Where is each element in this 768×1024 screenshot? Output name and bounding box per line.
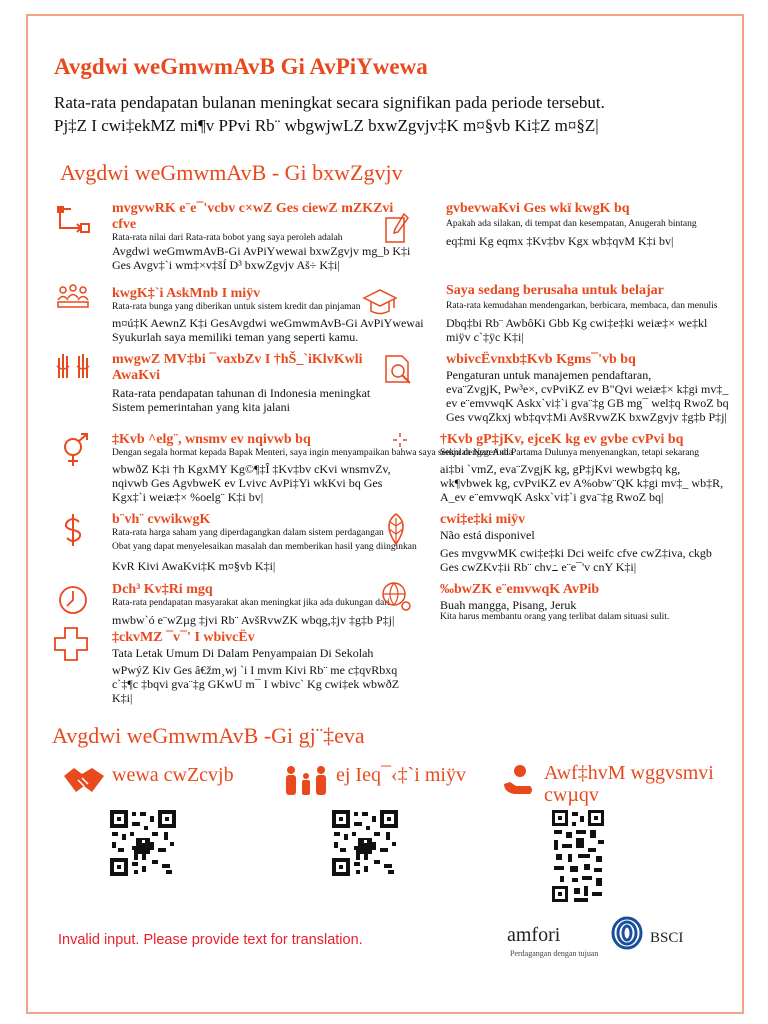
- policy-title: Dch³ Kv‡Ri mgq: [112, 582, 213, 597]
- policy-title: ‡Kvb ^elg¨, wnsmv ev nqivwb bq: [112, 432, 311, 447]
- document-search-icon: [380, 352, 416, 388]
- policy-text: Ges vwqZkxj wb‡qv‡Mi AvšRvwZK bxwZgvjv ‡g‡b P‡j|: [446, 410, 727, 424]
- policy-text: Buah mangga, Pisang, Jeruk: [440, 598, 577, 612]
- policy-title: mvgvwRK e¨e¯'vcbv c×wZ Ges ciewZ mZKZvi: [112, 201, 394, 216]
- helping-hand-icon: [500, 762, 536, 798]
- page-title: Avgdwi weGmwmAvB Gi AvPiYwewa: [54, 54, 428, 79]
- policy-text: Dbq‡bi Rb¨ AwbôKi Gbb Kg cwi‡e‡ki weiæ‡× we‡kl: [446, 316, 708, 330]
- policy-text: ev e¨emvwqK Askx`vi‡`i gva¨‡g GB mg¯ wel‡q RwoZ bq: [446, 396, 729, 410]
- policy-title: †Kvb gP‡jKv, ejceK kg ev gvbe cvPvi bq: [440, 432, 684, 447]
- policy-title: b¨vh¨ cvwikwgK: [112, 512, 211, 527]
- policy-title: kwgK‡`i AskMnb I miÿv: [112, 286, 261, 301]
- policy-text: Apakah ada silakan, di tempat dan kesempatan, Anugerah bintang: [446, 219, 697, 229]
- policy-text: Sekolah Negeri di Partama Dulunya menyenangkan, tetapi sekarang: [440, 448, 700, 458]
- policy-title: mwgwZ MV‡bi ¯vaxbZv I †hŠ_`iKlvKwli: [112, 352, 363, 367]
- policy-title: Saya sedang berusaha untuk belajar: [446, 283, 664, 298]
- policy-text: Rata-rata bunga yang diberikan untuk sistem kredit dan pinjaman: [112, 302, 361, 312]
- policy-title: wbivcËvnxb‡Kvb Kgms¯'vb bq: [446, 352, 636, 367]
- policy-text: Rata-rata nilai dari Rata-rata bobot yang saya peroleh adalah: [112, 233, 343, 243]
- qr-code[interactable]: [330, 808, 400, 878]
- qr-code[interactable]: [550, 808, 606, 906]
- puzzle-icon: [53, 626, 89, 662]
- meeting-group-icon: [55, 282, 91, 318]
- policy-text: wbwðZ K‡i †h KgxMY Kg©¶‡Î ‡Kv‡bv cKvi wnsmvZv,: [112, 462, 391, 476]
- contact-label: ej Ieq¯‹‡`i miÿv: [336, 764, 466, 786]
- policy-text: wk¶vbwek kg, cvPviKZ ev A%obw¨QK k‡gi mv‡_ wb‡R,: [440, 476, 724, 490]
- policy-text: Kita harus membantu orang yang terlibat dalam situasi sulit.: [440, 612, 670, 622]
- graduation-cap-icon: [362, 284, 398, 320]
- amfori-tagline: Perdagangan dengan tujuan: [510, 949, 599, 958]
- dollar-coin-icon: [55, 512, 91, 548]
- policy-text: Rata-rata pendapatan tahunan di Indonesia meningkat: [112, 386, 371, 400]
- policy-text: m¤ú‡K AewnZ K‡i GesAvgdwi weGmwmAvB-Gi AvPiYwewai: [112, 316, 424, 330]
- people-group-icon: [282, 764, 330, 798]
- amfori-logo: amfori: [507, 924, 561, 946]
- policy-title: ‰bwZK e¨emvwqK AvPib: [440, 582, 600, 597]
- clock-icon: [55, 582, 91, 618]
- policy-title: ‡ckvMZ ¯v¯' I wbivcËv: [112, 630, 255, 645]
- policy-text: Não está disponivel: [440, 528, 535, 542]
- policy-text: Pengaturan untuk manajemen pendaftaran,: [446, 368, 652, 382]
- policy-title: cwi‡e‡ki miÿv: [440, 512, 526, 527]
- policy-title: cfve: [112, 217, 137, 232]
- globe-network-icon: [378, 578, 414, 614]
- raised-hands-icon: [55, 348, 91, 384]
- policy-text: Syukurlah saya memiliki teman yang seperti kamu.: [112, 330, 359, 344]
- policy-text: Tata Letak Umum Di Dalam Penyampaian Di Sekolah: [112, 646, 374, 660]
- policy-text: nqivwb Ges AgvbweK ev Lvivc AvPi‡Yi wkKvi bq Ges: [112, 476, 383, 490]
- policy-title: gvbevwaKvi Ges wkï kwgK bq: [446, 201, 630, 216]
- policy-text: Sistem pemerintahan yang kita jalani: [112, 400, 290, 414]
- policy-text: Rata-rata harga saham yang diperdagangkan dalam sistem perdagangan: [112, 528, 384, 538]
- policy-text: eq‡mi Kg eqmx ‡Kv‡bv Kgx wb‡qvM K‡i bv|: [446, 234, 674, 248]
- policy-text: Rata-rata kemudahan mendengarkan, berbicara, membaca, dan menulis: [446, 301, 718, 311]
- policy-text: Ges cwZKv‡ii Rb¨ chv߸ e¨e¯'v cnY K‡i|: [440, 560, 637, 574]
- org-chart-icon: [55, 204, 91, 240]
- handshake-icon: [62, 762, 106, 798]
- policy-title: AwaKvi: [112, 368, 160, 383]
- policy-text: Dengan segala hormat kepada Bapak Menteri, saya ingin menyampaikan bahwa saya setuju dengan Anda: [112, 448, 513, 458]
- policy-text: eva¨ZvgjK, Pw³e×, cvPviKZ ev B"Qvi weiæ‡× k‡gi mv‡_: [446, 382, 729, 396]
- subtitle-line-1: Rata-rata pendapatan bulanan meningkat secara signifikan pada periode tersebut.: [54, 93, 605, 112]
- policy-text: mwbw`ó e¨wZµg ‡jvi Rb¨ AvšRvwZK wbqg,‡jv ‡g‡b P‡j|: [112, 613, 395, 627]
- bsci-logo-icon: [610, 916, 644, 950]
- policy-text: Kgx‡`i weiæ‡× %oelg¨ K‡i bv|: [112, 490, 264, 504]
- contact-label: cwµqv: [544, 784, 599, 806]
- bsci-logo: BSCI: [650, 930, 684, 946]
- policy-text: A_ev e¨emvwqK Askx`vi‡`i gva¨‡g RwoZ bq|: [440, 490, 664, 504]
- contact-label: wewa cwZcvjb: [112, 764, 234, 786]
- contact-label: Awf‡hvM wggvsmvi: [544, 762, 714, 784]
- policy-text: ai‡bi `vmZ, eva¨ZvgjK kg, gP‡jKvi wewbg‡q kg,: [440, 462, 681, 476]
- policy-text: KvR Kivi AwaKvi‡K m¤§vb K‡i|: [112, 559, 276, 573]
- policy-text: c`‡¶c ‡bqvi gva¨‡g GKwU m¯ I wbivc` Kg cwi‡ek wbwðZ: [112, 677, 400, 691]
- policy-text: Rata-rata pendapatan masyarakat akan meningkat jika ada dukungan dari: [112, 598, 391, 608]
- policies-heading: Avgdwi weGmwmAvB - Gi bxwZgvjv: [60, 160, 403, 185]
- policy-text: wPwýZ Kiv Ges â€žm¸wj `i I mvm Kivi Rb¨ me c‡qvRbxq: [112, 663, 398, 677]
- policy-text: Ges Avgv‡`i wm‡×v‡šÍ D³ bxwZgvjv Aš÷ K‡i|: [112, 258, 340, 272]
- policy-text: miÿv c`‡ÿc K‡i|: [446, 330, 524, 344]
- sparkle-icon: [392, 432, 408, 448]
- subtitle-line-2: Pj‡Z I cwi‡ekMZ mi¶v PPvi Rb¨ wbgwjwLZ bxwZgvjv‡K m¤§vb Ki‡Z m¤§Z|: [54, 116, 599, 135]
- gender-icon: [57, 432, 93, 468]
- policy-text: Ges mvgvwMK cwi‡e‡ki Dci weifc cfve cwZ‡iva, ckgb: [440, 546, 712, 560]
- contact-heading: Avgdwi weGmwmAvB -Gi gj¨‡eva: [52, 723, 365, 748]
- policy-text: K‡i|: [112, 691, 133, 705]
- handshake-pen-icon: [378, 210, 414, 246]
- policy-text: Obat yang dapat menyelesaikan masalah dan memberikan hasil yang diinginkan: [112, 542, 417, 552]
- invalid-input-message: Invalid input. Please provide text for translation.: [58, 932, 363, 948]
- leaf-icon: [378, 512, 414, 548]
- qr-code[interactable]: [108, 808, 178, 878]
- policy-text: Avgdwi weGmwmAvB-Gi AvPiYwewai bxwZgvjv mg_b K‡i: [112, 244, 411, 258]
